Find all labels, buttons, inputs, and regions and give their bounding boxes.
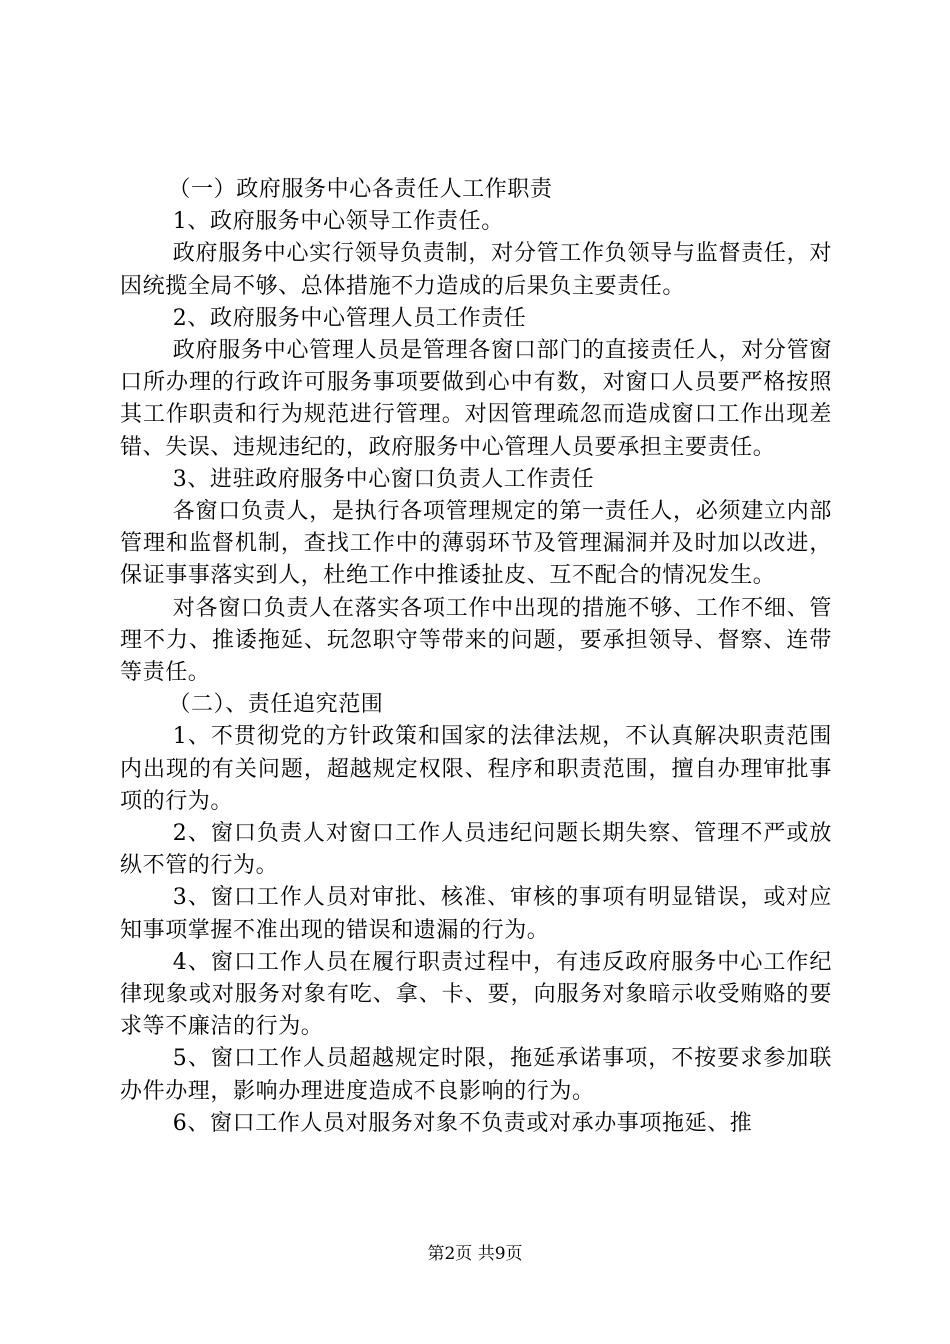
list-item: 4、窗口工作人员在履行职责过程中，有违反政府服务中心工作纪律现象或对服务对象有吃、拿、卡、要，向服务对象暗示收受贿赂的要求等不廉洁的行为。 <box>120 949 832 1040</box>
list-item: 6、窗口工作人员对服务对象不负责或对承办事项拖延、推 <box>172 1110 753 1136</box>
list-item: 5、窗口工作人员超越规定时限，拖延承诺事项，不按要求参加联办件办理，影响办理进度造成不良影响的行为。 <box>120 1046 832 1104</box>
section-heading-2: （二）、责任追究范围 <box>168 692 384 718</box>
document-body <box>120 174 832 1140</box>
page-number-footer: 第2页 共9页 <box>427 1244 523 1264</box>
paragraph: 各窗口负责人，是执行各项管理规定的第一责任人，必须建立内部管理和监督机制，查找工作中的薄弱环节及管理漏洞并及时加以改进，保证事事落实到人，杜绝工作中推诿扯皮、互不配合的情况发生。 <box>120 499 832 589</box>
paragraph: 政府服务中心实行领导负责制，对分管工作负领导与监督责任，对因统揽全局不够、总体措施不力造成的后果负主要责任。 <box>120 241 832 299</box>
list-item: 3、窗口工作人员对审批、核准、审核的事项有明显错误，或对应知事项掌握不准出现的错误和遗漏的行为。 <box>120 885 832 943</box>
paragraph: 政府服务中心管理人员是管理各窗口部门的直接责任人，对分管窗口所办理的行政许可服务事项要做到心中有数，对窗口人员要严格按照其工作职责和行为规范进行管理。对因管理疏忽而造成窗口工作出现差错、失误、违规违纪的，政府服务中心管理人员要承担主要责任。 <box>120 338 832 460</box>
list-item: 1、不贯彻党的方针政策和国家的法律法规，不认真解决职责范围内出现的有关问题，超越规定权限、程序和职责范围，擅自办理审批事项的行为。 <box>120 724 832 814</box>
paragraph: 对各窗口负责人在落实各项工作中出现的措施不够、工作不细、管理不力、推诿拖延、玩忽职守等带来的问题，要承担领导、督察、连带等责任。 <box>120 595 832 686</box>
list-item: 2、窗口负责人对窗口工作人员违纪问题长期失察、管理不严或放纵不管的行为。 <box>120 821 832 879</box>
subsection-heading-2: 2、政府服务中心管理人员工作责任 <box>172 305 527 331</box>
section-heading-1: （一）政府服务中心各责任人工作职责 <box>168 177 553 202</box>
subsection-heading-3: 3、进驻政府服务中心窗口负责人工作责任 <box>172 466 595 492</box>
subsection-heading-1: 1、政府服务中心领导工作责任。 <box>172 209 504 235</box>
